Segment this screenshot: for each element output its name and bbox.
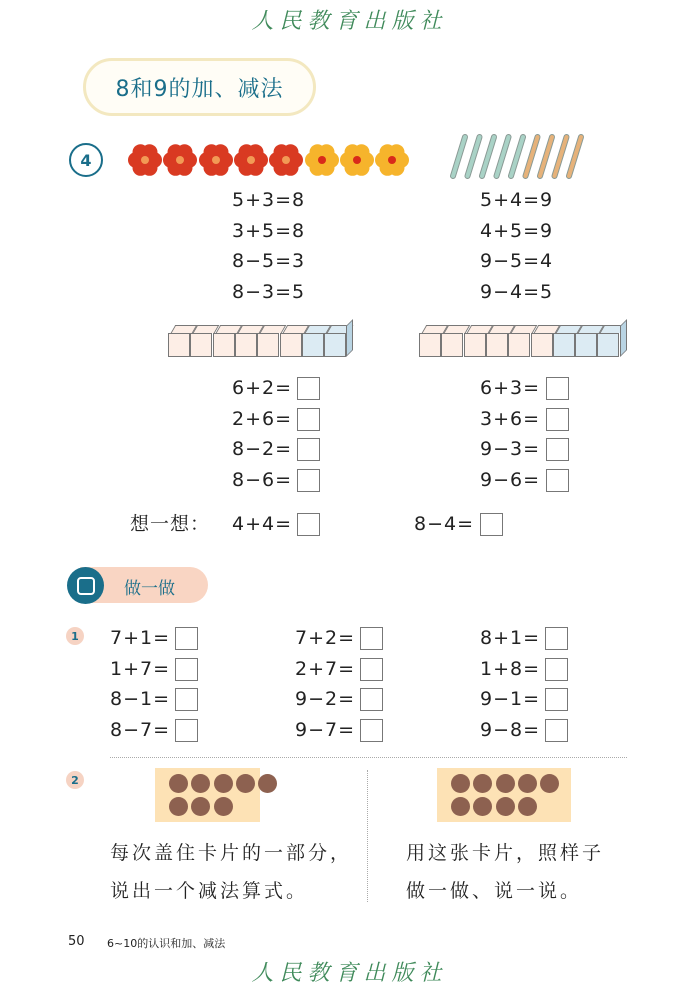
counter-dot [191, 774, 210, 793]
answer-box[interactable] [360, 719, 383, 742]
counter-dot [473, 774, 492, 793]
exercise-equation: 2+7= [295, 657, 356, 680]
publisher-watermark-top: 人民教育出版社 [251, 9, 448, 34]
cube-side [620, 319, 627, 357]
answer-box[interactable] [297, 377, 320, 400]
answer-box[interactable] [360, 688, 383, 711]
exercise-equation: 1+8= [480, 657, 541, 680]
red-flower-icon [198, 142, 234, 178]
fill-equation: 8−6= [232, 468, 293, 491]
blue-cube [575, 333, 597, 357]
pink-cube [508, 333, 530, 357]
dot-card-right [437, 768, 571, 822]
blue-cube [302, 333, 324, 357]
blue-cube [597, 333, 619, 357]
example-number: 4 [69, 143, 103, 177]
equation: 4+5=9 [480, 219, 554, 242]
counter-dot [518, 797, 537, 816]
answer-box[interactable] [297, 513, 320, 536]
publisher-watermark-bottom: 人民教育出版社 [251, 961, 448, 986]
chapter-title: 6~10的认识和加、减法 [107, 937, 226, 950]
answer-box[interactable] [546, 377, 569, 400]
fill-equation: 9−6= [480, 468, 541, 491]
fill-equation: 8−2= [232, 438, 293, 460]
exercise-equation: 8−7= [110, 718, 171, 741]
instruction-left: 每次盖住卡片的一部分， [110, 842, 353, 864]
counter-dot [518, 774, 537, 793]
instruction-left: 说出一个减法算式。 [110, 880, 309, 902]
instruction-right: 做一做、说一说。 [406, 880, 583, 902]
answer-box[interactable] [175, 658, 198, 681]
answer-box[interactable] [546, 408, 569, 431]
think-label: 想一想： [130, 513, 211, 535]
answer-box[interactable] [546, 438, 569, 461]
exercise-equation: 8−1= [110, 688, 171, 710]
counter-dot [258, 774, 277, 793]
think-equation: 4+4= [232, 513, 293, 535]
answer-box[interactable] [545, 688, 568, 711]
exercise-equation: 9−2= [295, 688, 356, 710]
exercise-equation: 9−8= [480, 718, 541, 741]
pink-cube [531, 333, 553, 357]
page-number: 50 [68, 934, 85, 949]
equation: 9−4=5 [480, 281, 554, 304]
pink-cube [419, 333, 441, 357]
pink-cube [280, 333, 302, 357]
yellow-flower-icon [374, 142, 410, 178]
pink-cube [235, 333, 257, 357]
answer-box[interactable] [545, 658, 568, 681]
equation: 8−3=5 [232, 281, 306, 304]
pink-cube [464, 333, 486, 357]
answer-box[interactable] [360, 658, 383, 681]
answer-box[interactable] [175, 688, 198, 711]
pink-cube [441, 333, 463, 357]
counter-dot [451, 797, 470, 816]
column-divider [367, 770, 368, 902]
answer-box[interactable] [175, 719, 198, 742]
equation: 8−5=3 [232, 250, 306, 273]
yellow-flower-icon [339, 142, 375, 178]
blue-cube [553, 333, 575, 357]
pink-cube [486, 333, 508, 357]
dot-card-left [155, 768, 260, 822]
answer-box[interactable] [297, 408, 320, 431]
exercise-equation: 7+2= [295, 627, 356, 649]
sticks-illustration [445, 132, 585, 182]
red-flower-icon [268, 142, 304, 178]
red-flower-icon [162, 142, 198, 178]
answer-box[interactable] [175, 627, 198, 650]
answer-box[interactable] [546, 469, 569, 492]
fill-equation: 6+3= [480, 377, 541, 399]
equation: 5+4=9 [480, 189, 554, 211]
red-flower-icon [233, 142, 269, 178]
cube-side [346, 319, 353, 357]
counter-dot [169, 797, 188, 816]
exercise-equation: 9−1= [480, 688, 541, 710]
exercise-equation: 9−7= [295, 718, 356, 741]
equation: 3+5=8 [232, 219, 306, 242]
exercise-equation: 7+1= [110, 627, 171, 649]
question-1-badge: 1 [66, 627, 84, 645]
counter-dot [540, 774, 559, 793]
exercise-equation: 8+1= [480, 627, 541, 649]
answer-box[interactable] [480, 513, 503, 536]
blue-cube [324, 333, 346, 357]
equation: 5+3=8 [232, 189, 306, 211]
counter-dot [236, 774, 255, 793]
pink-cube [168, 333, 190, 357]
pink-cube [190, 333, 212, 357]
fill-equation: 6+2= [232, 377, 293, 399]
think-equation: 8−4= [414, 513, 475, 535]
exercise-equation: 1+7= [110, 657, 171, 680]
counter-dot [473, 797, 492, 816]
question-2-badge: 2 [66, 771, 84, 789]
divider [110, 757, 627, 758]
answer-box[interactable] [297, 438, 320, 461]
counter-dot [214, 774, 233, 793]
instruction-right: 用这张卡片，照样子 [406, 842, 605, 864]
answer-box[interactable] [360, 627, 383, 650]
practice-icon [67, 567, 104, 604]
lesson-title: 8和9的加、减法 [83, 58, 316, 116]
fill-equation: 3+6= [480, 407, 541, 430]
yellow-flower-icon [304, 142, 340, 178]
fill-equation: 9−3= [480, 438, 541, 460]
fill-equation: 2+6= [232, 407, 293, 430]
equation: 9−5=4 [480, 250, 554, 273]
counter-dot [496, 797, 515, 816]
counter-dot [191, 797, 210, 816]
answer-box[interactable] [545, 719, 568, 742]
pink-cube [257, 333, 279, 357]
red-flower-icon [127, 142, 163, 178]
answer-box[interactable] [545, 627, 568, 650]
counter-dot [496, 774, 515, 793]
practice-banner-label: 做一做 [124, 579, 175, 599]
answer-box[interactable] [297, 469, 320, 492]
pink-cube [213, 333, 235, 357]
counter-dot [214, 797, 233, 816]
counter-dot [169, 774, 188, 793]
counter-dot [451, 774, 470, 793]
